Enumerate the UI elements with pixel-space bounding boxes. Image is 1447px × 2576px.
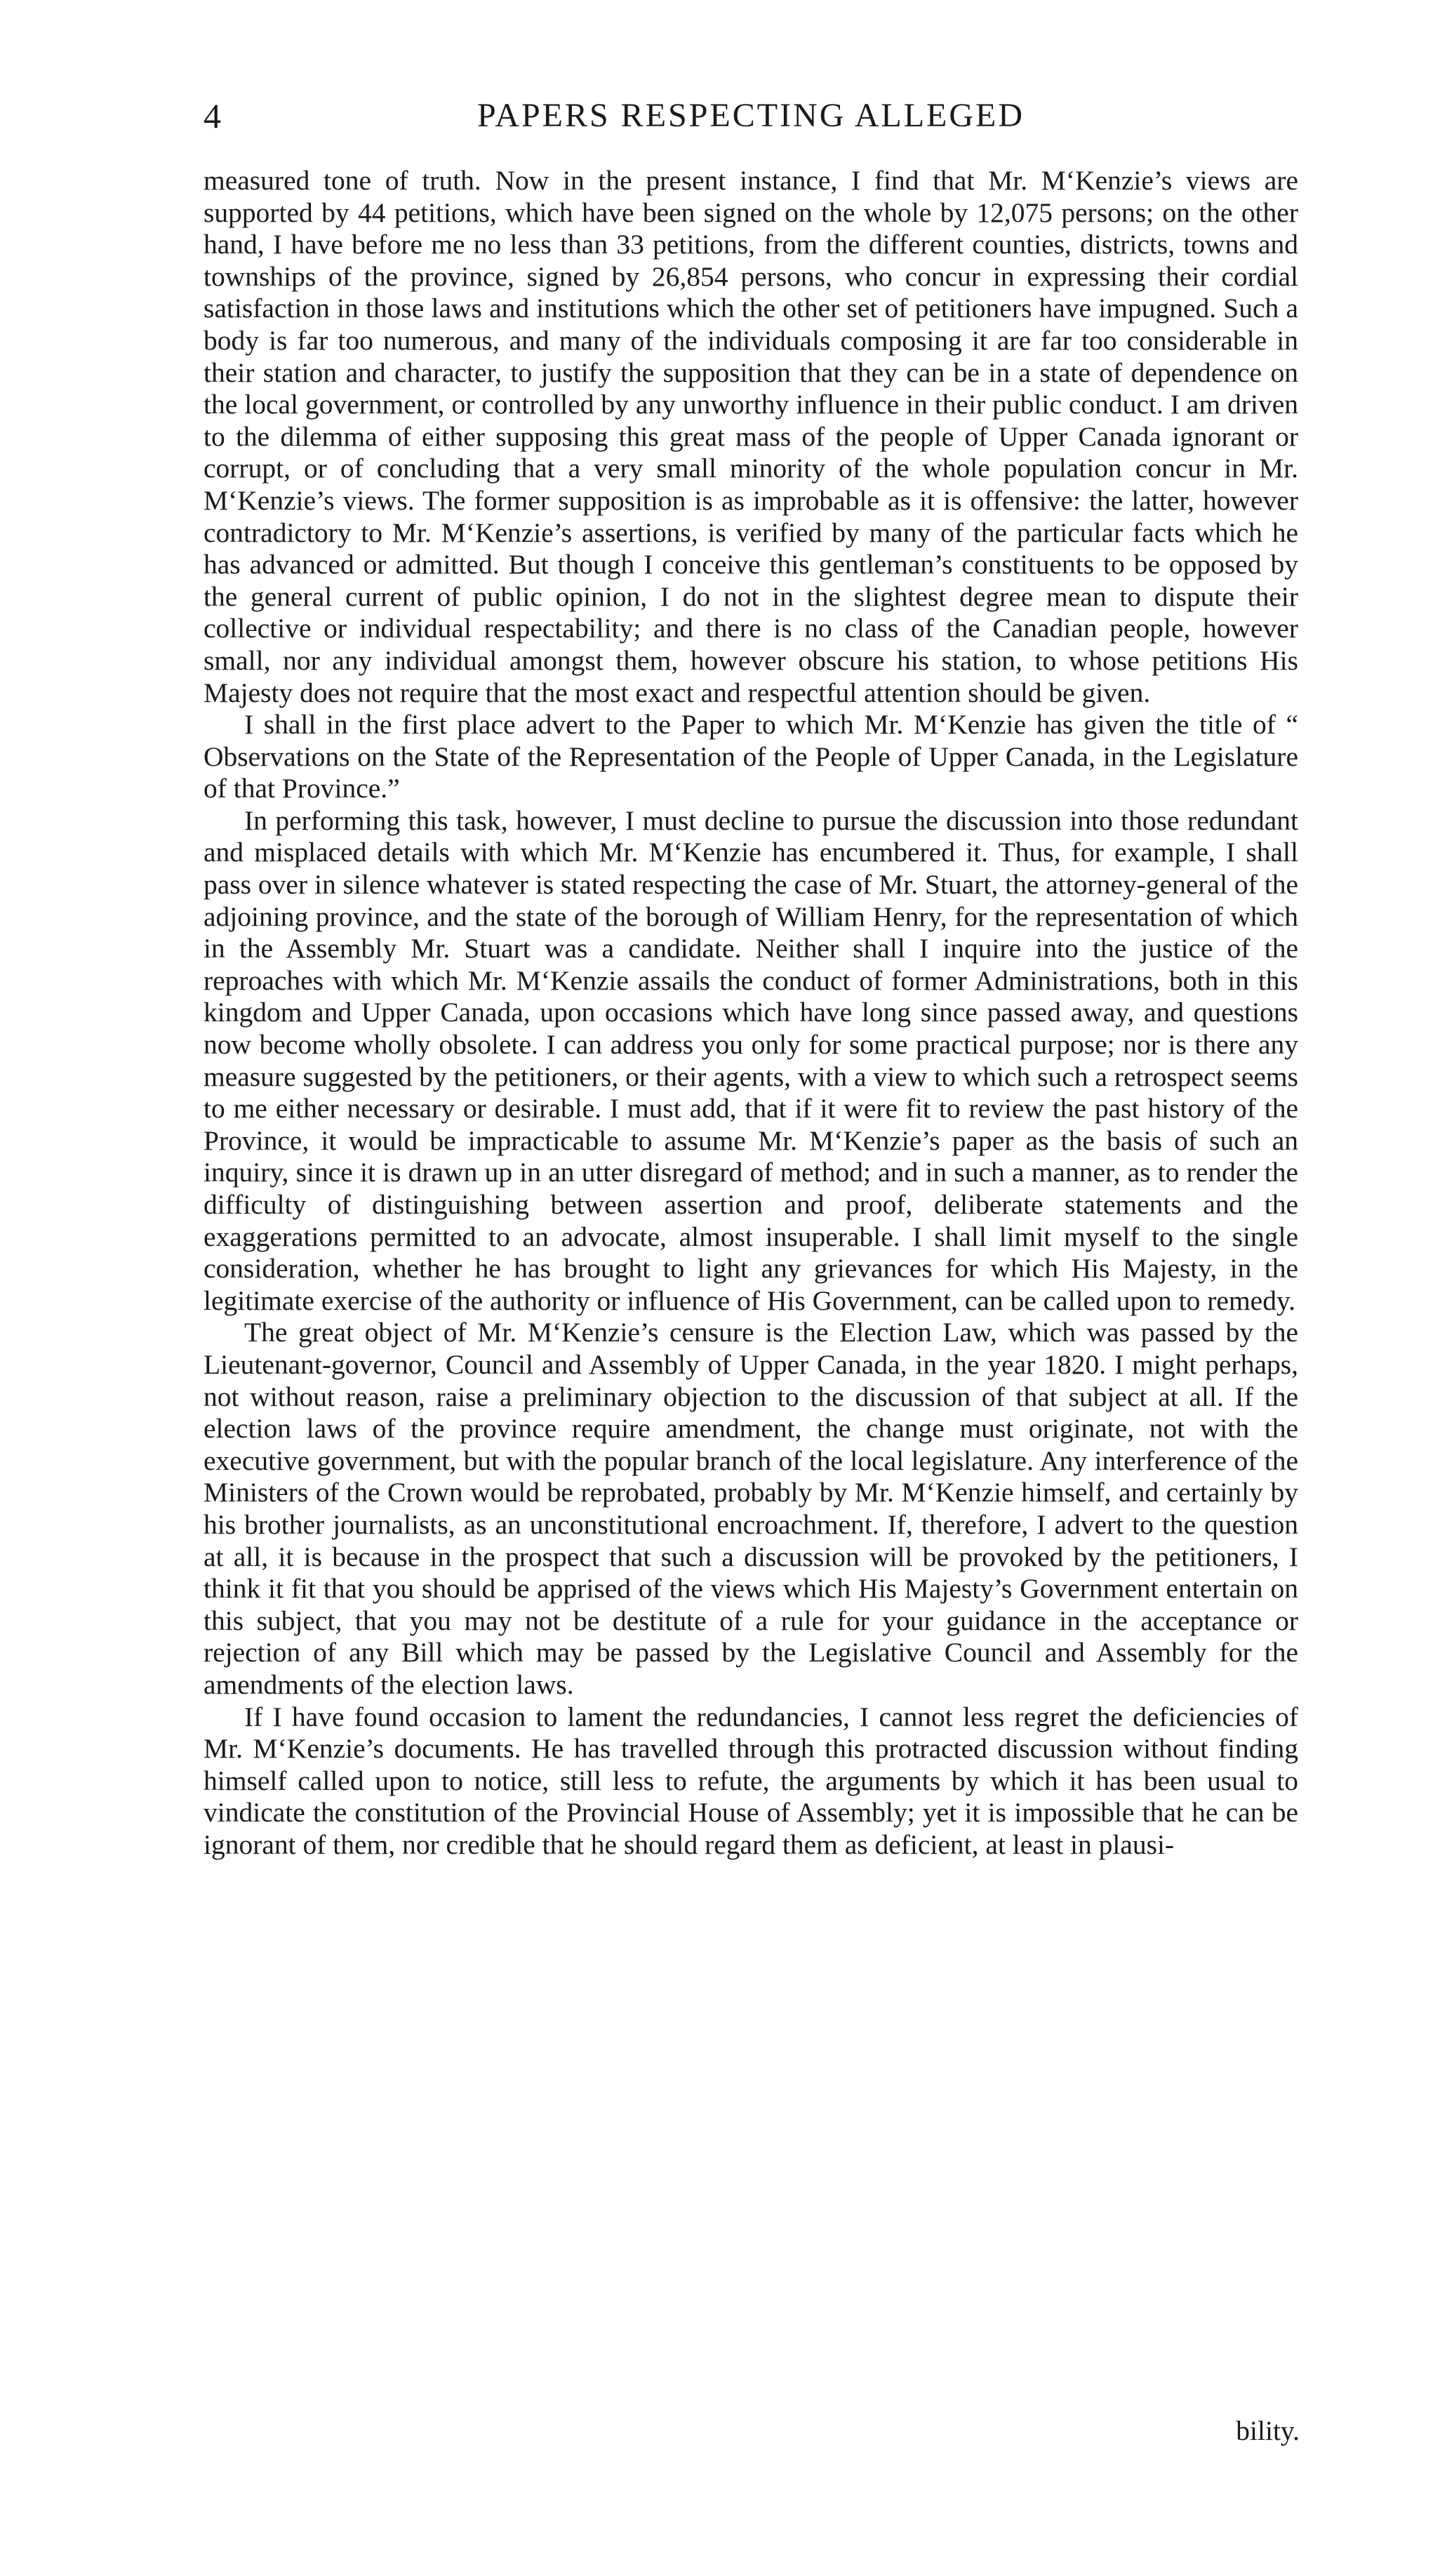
body-text — [204, 165, 1298, 2502]
paragraph-election-law: The great object of Mr. M‘Kenzie’s censure is the Election Law, which was passed by the Lieutenant-governor, Council and Assembly of Upper Canada, in the year 1820. I might perhaps, not without reason, raise a preliminary objection to the discussion of that subject at all. If the election laws of the province require amendment, the change must originate, not with the executive government, but with the popular branch of the local legislature. Any interference of the Ministers of the Crown would be reprobated, probably by Mr. M‘Kenzie himself, and certainly by his brother journalists, as an unconstitutional encroachment. If, therefore, I advert to the question at all, it is because in the prospect that such a discussion will be provoked by the petitioners, I think it fit that you should be apprised of the views which His Majesty’s Government entertain on this subject, that you may not be destitute of a rule for your guidance in the acceptance or rejection of any Bill which may be passed by the Legislative Council and Assembly for the amendments of the election laws. — [204, 1317, 1298, 1700]
paragraph-performing-task: In performing this task, however, I must decline to pursue the discussion into those redundant and misplaced details with which Mr. M‘Kenzie has encumbered it. Thus, for example, I shall pass over in silence whatever is stated respecting the case of Mr. Stuart, the attorney-general of the adjoining province, and the state of the borough of William Henry, for the representation of which in the Assembly Mr. Stuart was a candidate. Neither shall I inquire into the justice of the reproaches with which Mr. M‘Kenzie assails the conduct of former Administrations, both in this kingdom and Upper Canada, upon occasions which have long since passed away, and questions now become wholly obsolete. I can address you only for some practical purpose; nor is there any measure suggested by the petitioners, or their agents, with a view to which such a retrospect seems to me either necessary or desirable. I must add, that if it were fit to review the past history of the Province, it would be impracticable to assume Mr. M‘Kenzie’s paper as the basis of such an inquiry, since it is drawn up in an utter disregard of method; and in such a manner, as to render the difficulty of distinguishing between assertion and proof, deliberate statements and the exaggerations permitted to an advocate, almost insuperable. I shall limit myself to the single consideration, whether he has brought to light any grievances for which His Majesty, in the legitimate exercise of the authority or influence of His Government, can be called upon to remedy. — [204, 804, 1298, 1316]
page-number: 4 — [204, 96, 221, 135]
running-title: PAPERS RESPECTING ALLEGED — [477, 97, 1025, 134]
paragraph-continuation: measured tone of truth. Now in the present instance, I find that Mr. M‘Kenzie’s views are supported by 44 petitions, which have been signed on the whole by 12,075 persons; on the other hand, I have before me no less than 33 petitions, from the different counties, districts, towns and townships of the province, signed by 26,854 persons, who concur in expressing their cordial satisfaction in those laws and institutions which the other set of petitioners have impugned. Such a body is far too numerous, and many of the individuals composing it are far too considerable in their station and character, to justify the supposition that they can be in a state of dependence on the local government, or controlled by any unworthy influence in their public conduct. I am driven to the dilemma of either supposing this great mass of the people of Upper Canada ignorant or corrupt, or of concluding that a very small minority of the whole population concur in Mr. M‘Kenzie’s views. The former supposition is as improbable as it is offensive: the latter, however contradictory to Mr. M‘Kenzie’s assertions, is verified by many of the particular facts which he has advanced or admitted. But though I conceive this gentleman’s constituents to be opposed by the general current of public opinion, I do not in the slightest degree mean to dispute their collective or individual respectability; and there is no class of the Canadian people, however small, nor any individual amongst them, however obscure his station, to whose petitions His Majesty does not require that the most exact and respectful attention should be given. — [204, 165, 1298, 708]
paragraph-redundancies: If I have found occasion to lament the redundancies, I cannot less regret the deficiencies of Mr. M‘Kenzie’s documents. He has travelled through this protracted discussion without finding himself called upon to notice, still less to refute, the arguments by which it has been usual to vindicate the constitution of the Provincial House of Assembly; yet it is impossible that he can be ignorant of them, nor credible that he should regard them as deficient, at least in plausi- — [204, 1701, 1298, 1860]
paragraph-observations: I shall in the first place advert to the Paper to which Mr. M‘Kenzie has given the title of “ Observations on the State of the Representation of the People of Upper Canada, in the Legislature of that Province.” — [204, 709, 1298, 804]
catchword: bility. — [1236, 2415, 1300, 2446]
page-header — [204, 88, 1298, 144]
